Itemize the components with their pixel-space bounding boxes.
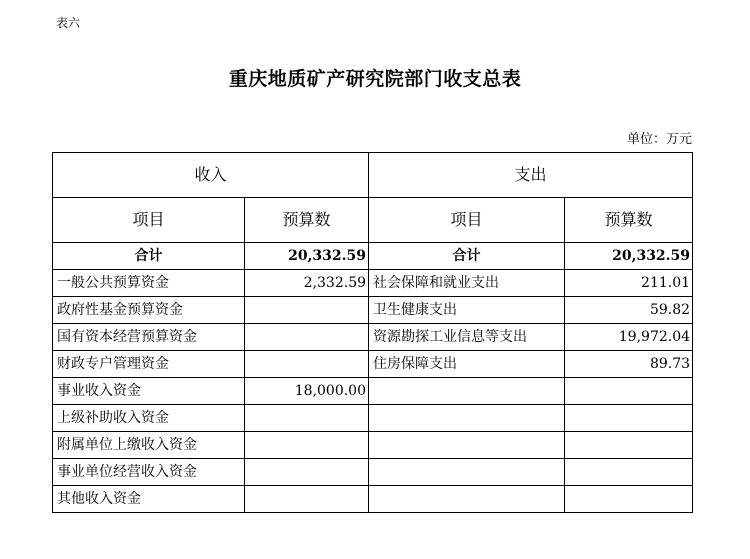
expense-item: [369, 459, 565, 486]
expense-value: [565, 378, 693, 405]
income-value: [245, 459, 369, 486]
income-item-header: 项目: [53, 198, 245, 243]
expense-value: 59.82: [565, 297, 693, 324]
income-item: 国有资本经营预算资金: [53, 324, 245, 351]
budget-table: [52, 152, 693, 513]
page-title: 重庆地质矿产研究院部门收支总表: [228, 68, 522, 90]
income-value: 2,332.59: [245, 270, 369, 297]
income-value: [245, 324, 369, 351]
table-row: [53, 459, 693, 486]
income-total-value: 20,332.59: [245, 243, 369, 270]
expense-value: 89.73: [565, 351, 693, 378]
income-item: 其他收入资金: [53, 486, 245, 513]
income-item: 财政专户管理资金: [53, 351, 245, 378]
income-value: [245, 432, 369, 459]
income-value: 18,000.00: [245, 378, 369, 405]
total-row: [53, 243, 693, 270]
income-value: [245, 297, 369, 324]
income-item: 政府性基金预算资金: [53, 297, 245, 324]
table-row: [53, 405, 693, 432]
expense-value: 19,972.04: [565, 324, 693, 351]
expense-total-value: 20,332.59: [565, 243, 693, 270]
income-item: 附属单位上缴收入资金: [53, 432, 245, 459]
table-label: 表六: [56, 16, 81, 30]
income-budget-header: 预算数: [245, 198, 369, 243]
unit-label: 单位：万元: [626, 132, 692, 147]
expense-value: [565, 432, 693, 459]
expense-budget-header: 预算数: [565, 198, 693, 243]
table-row: [53, 297, 693, 324]
expense-item: [369, 432, 565, 459]
expense-item-header: 项目: [369, 198, 565, 243]
income-value: [245, 405, 369, 432]
table-row: [53, 324, 693, 351]
table-row: [53, 432, 693, 459]
column-header-row: [53, 198, 693, 243]
expense-item: 社会保障和就业支出: [369, 270, 565, 297]
income-total-label: 合计: [53, 243, 245, 270]
table-row: [53, 378, 693, 405]
income-item: 事业收入资金: [53, 378, 245, 405]
expense-total-label: 合计: [369, 243, 565, 270]
expense-value: [565, 486, 693, 513]
expense-item: 卫生健康支出: [369, 297, 565, 324]
expense-value: [565, 405, 693, 432]
expense-value: 211.01: [565, 270, 693, 297]
expense-value: [565, 459, 693, 486]
table-row: [53, 270, 693, 297]
expense-item: 资源勘探工业信息等支出: [369, 324, 565, 351]
income-item: 事业单位经营收入资金: [53, 459, 245, 486]
table-row: [53, 486, 693, 513]
expense-item: [369, 378, 565, 405]
expense-item: [369, 486, 565, 513]
expense-item: 住房保障支出: [369, 351, 565, 378]
income-value: [245, 351, 369, 378]
income-item: 一般公共预算资金: [53, 270, 245, 297]
income-header: 收入: [53, 153, 369, 198]
section-header-row: [53, 153, 693, 198]
income-item: 上级补助收入资金: [53, 405, 245, 432]
expense-item: [369, 405, 565, 432]
expense-header: 支出: [369, 153, 693, 198]
income-value: [245, 486, 369, 513]
table-row: [53, 351, 693, 378]
